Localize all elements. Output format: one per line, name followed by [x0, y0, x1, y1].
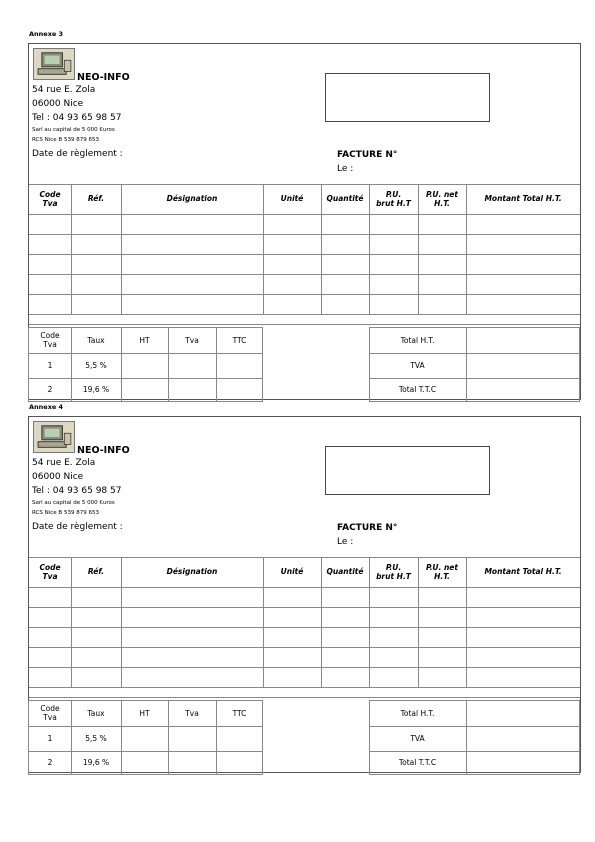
column-header: Quantité [326, 194, 364, 204]
totals-label: Total H.T. [400, 335, 435, 345]
table-cell[interactable] [71, 647, 121, 667]
tax-header: Taux [87, 335, 105, 345]
table-cell[interactable] [121, 214, 263, 234]
table-cell[interactable] [418, 274, 466, 294]
totals-value[interactable] [466, 353, 580, 378]
table-cell[interactable] [71, 234, 121, 254]
table-cell[interactable] [121, 607, 263, 627]
computer-icon [34, 422, 74, 452]
table-cell[interactable] [418, 627, 466, 647]
table-cell[interactable] [263, 274, 321, 294]
table-cell[interactable] [418, 587, 466, 607]
table-cell[interactable] [263, 234, 321, 254]
tax-amount-cell[interactable] [216, 353, 263, 378]
table-cell[interactable] [29, 647, 71, 667]
table-cell[interactable] [263, 647, 321, 667]
tax-amount-cell[interactable] [121, 378, 168, 401]
table-cell[interactable] [71, 627, 121, 647]
company-name: NEO-INFO [77, 445, 130, 456]
tax-code: 2 [47, 758, 53, 767]
table-row-divider [29, 324, 580, 325]
table-cell[interactable] [369, 607, 418, 627]
totals-label: TVA [410, 361, 425, 370]
tax-amount-cell[interactable] [121, 353, 168, 378]
table-cell[interactable] [121, 294, 263, 314]
annex-label: Annexe 4 [29, 403, 64, 411]
column-header: Montant Total H.T. [484, 194, 562, 204]
invoice-form [28, 43, 581, 400]
company-phone: Tel : 04 93 65 98 57 [32, 113, 122, 123]
tax-amount-cell[interactable] [216, 726, 263, 751]
table-cell[interactable] [29, 234, 71, 254]
table-cell[interactable] [418, 214, 466, 234]
table-cell[interactable] [418, 254, 466, 274]
tax-header: TTC [232, 335, 247, 345]
company-phone: Tel : 04 93 65 98 57 [32, 486, 122, 496]
invoice-form [28, 416, 581, 773]
column-header: Réf. [87, 194, 105, 204]
table-cell[interactable] [121, 627, 263, 647]
column-header: P.U. net H.T. [426, 189, 458, 208]
table-cell[interactable] [466, 667, 580, 687]
column-header: Désignation [166, 567, 218, 577]
totals-label: TVA [410, 734, 425, 743]
table-cell[interactable] [321, 587, 369, 607]
table-cell[interactable] [263, 294, 321, 314]
tax-header: TTC [232, 708, 247, 718]
tax-amount-cell[interactable] [216, 378, 263, 401]
table-cell[interactable] [466, 587, 580, 607]
payment-date-label: Date de règlement : [32, 522, 123, 532]
table-cell[interactable] [263, 254, 321, 274]
column-header: Code Tva [39, 189, 61, 208]
table-cell[interactable] [466, 607, 580, 627]
table-cell[interactable] [466, 214, 580, 234]
table-cell[interactable] [321, 647, 369, 667]
column-header: P.U. net H.T. [426, 562, 458, 581]
table-cell[interactable] [418, 294, 466, 314]
totals-label: Total T.T.C [398, 385, 437, 394]
table-cell[interactable] [71, 607, 121, 627]
table-cell[interactable] [369, 294, 418, 314]
table-cell[interactable] [369, 627, 418, 647]
table-cell[interactable] [121, 234, 263, 254]
column-header: Désignation [166, 194, 218, 204]
customer-address-box[interactable] [325, 446, 490, 495]
table-cell[interactable] [321, 254, 369, 274]
table-cell[interactable] [466, 647, 580, 667]
table-cell[interactable] [369, 234, 418, 254]
column-header: P.U. brut H.T [376, 562, 411, 581]
table-cell[interactable] [71, 214, 121, 234]
totals-value[interactable] [466, 751, 580, 774]
table-cell[interactable] [29, 214, 71, 234]
tax-header: Tva [185, 335, 199, 345]
tax-header: Code Tva [40, 331, 60, 349]
table-cell[interactable] [71, 667, 121, 687]
table-cell[interactable] [121, 587, 263, 607]
table-cell[interactable] [369, 647, 418, 667]
table-cell[interactable] [263, 607, 321, 627]
company-city: 06000 Nice [32, 99, 84, 109]
column-header: Quantité [326, 567, 364, 577]
table-cell[interactable] [321, 214, 369, 234]
company-address: 54 rue E. Zola [32, 85, 96, 95]
table-cell[interactable] [263, 627, 321, 647]
table-cell[interactable] [369, 587, 418, 607]
table-cell[interactable] [121, 274, 263, 294]
totals-value[interactable] [466, 378, 580, 401]
company-capital: Sarl au capital de 5 000 €uros [32, 500, 115, 506]
table-cell[interactable] [466, 254, 580, 274]
table-cell[interactable] [369, 254, 418, 274]
table-cell[interactable] [121, 647, 263, 667]
tax-code: 2 [47, 385, 53, 394]
tax-amount-cell[interactable] [121, 751, 168, 774]
table-cell[interactable] [466, 627, 580, 647]
table-cell[interactable] [29, 254, 71, 274]
table-cell[interactable] [466, 234, 580, 254]
table-cell[interactable] [321, 234, 369, 254]
computer-icon [34, 49, 74, 79]
table-row-divider [29, 697, 580, 698]
table-cell[interactable] [71, 254, 121, 274]
column-header: Montant Total H.T. [484, 567, 562, 577]
table-cell[interactable] [71, 274, 121, 294]
tax-amount-cell[interactable] [121, 726, 168, 751]
table-cell[interactable] [263, 587, 321, 607]
payment-date-label: Date de règlement : [32, 149, 123, 159]
totals-value[interactable] [466, 700, 580, 726]
table-cell[interactable] [418, 647, 466, 667]
table-cell[interactable] [321, 274, 369, 294]
totals-label: Total H.T. [400, 708, 435, 718]
table-cell[interactable] [263, 214, 321, 234]
table-cell[interactable] [121, 667, 263, 687]
company-rcs: RCS Nice B 539 879 653 [32, 510, 99, 516]
table-cell[interactable] [321, 294, 369, 314]
tax-code: 1 [47, 361, 53, 370]
company-logo [33, 48, 75, 80]
company-name: NEO-INFO [77, 72, 130, 83]
table-cell[interactable] [29, 294, 71, 314]
invoice-date-label: Le : [337, 164, 354, 174]
company-logo [33, 421, 75, 453]
column-header: Code Tva [39, 562, 61, 581]
company-capital: Sarl au capital de 5 000 €uros [32, 127, 115, 133]
table-row-divider [29, 314, 580, 315]
invoice-number-label: FACTURE N° [337, 150, 398, 160]
totals-value[interactable] [466, 726, 580, 751]
company-city: 06000 Nice [32, 472, 84, 482]
customer-address-box[interactable] [325, 73, 490, 122]
column-header: Unité [280, 194, 304, 204]
tax-rate: 19,6 % [82, 385, 110, 394]
table-cell[interactable] [466, 294, 580, 314]
table-cell[interactable] [418, 234, 466, 254]
table-cell[interactable] [29, 274, 71, 294]
tax-header: Code Tva [40, 704, 60, 722]
company-rcs: RCS Nice B 539 879 653 [32, 137, 99, 143]
table-cell[interactable] [71, 294, 121, 314]
table-cell[interactable] [29, 627, 71, 647]
tax-rate: 19,6 % [82, 758, 110, 767]
invoice-date-label: Le : [337, 537, 354, 547]
totals-label: Total T.T.C [398, 758, 437, 767]
tax-amount-cell[interactable] [168, 726, 216, 751]
company-address: 54 rue E. Zola [32, 458, 96, 468]
column-header: P.U. brut H.T [376, 189, 411, 208]
table-cell[interactable] [418, 607, 466, 627]
column-header: Unité [280, 567, 304, 577]
tax-code: 1 [47, 734, 53, 743]
tax-amount-cell[interactable] [216, 751, 263, 774]
table-cell[interactable] [321, 667, 369, 687]
tax-rate: 5,5 % [85, 361, 107, 370]
table-cell[interactable] [71, 587, 121, 607]
tax-header: HT [139, 335, 150, 345]
table-cell[interactable] [29, 667, 71, 687]
tax-header: Taux [87, 708, 105, 718]
table-cell[interactable] [29, 587, 71, 607]
table-cell[interactable] [121, 254, 263, 274]
annex-label: Annexe 3 [29, 30, 64, 38]
table-cell[interactable] [29, 607, 71, 627]
table-cell[interactable] [369, 214, 418, 234]
table-cell[interactable] [321, 627, 369, 647]
table-cell[interactable] [263, 667, 321, 687]
totals-value[interactable] [466, 327, 580, 353]
tax-header: Tva [185, 708, 199, 718]
tax-amount-cell[interactable] [168, 378, 216, 401]
tax-header: HT [139, 708, 150, 718]
tax-rate: 5,5 % [85, 734, 107, 743]
tax-amount-cell[interactable] [168, 353, 216, 378]
table-row-divider [29, 687, 580, 688]
table-cell[interactable] [369, 274, 418, 294]
column-header: Réf. [87, 567, 105, 577]
table-cell[interactable] [466, 274, 580, 294]
invoice-number-label: FACTURE N° [337, 523, 398, 533]
table-cell[interactable] [369, 667, 418, 687]
table-cell[interactable] [321, 607, 369, 627]
table-cell[interactable] [418, 667, 466, 687]
tax-amount-cell[interactable] [168, 751, 216, 774]
